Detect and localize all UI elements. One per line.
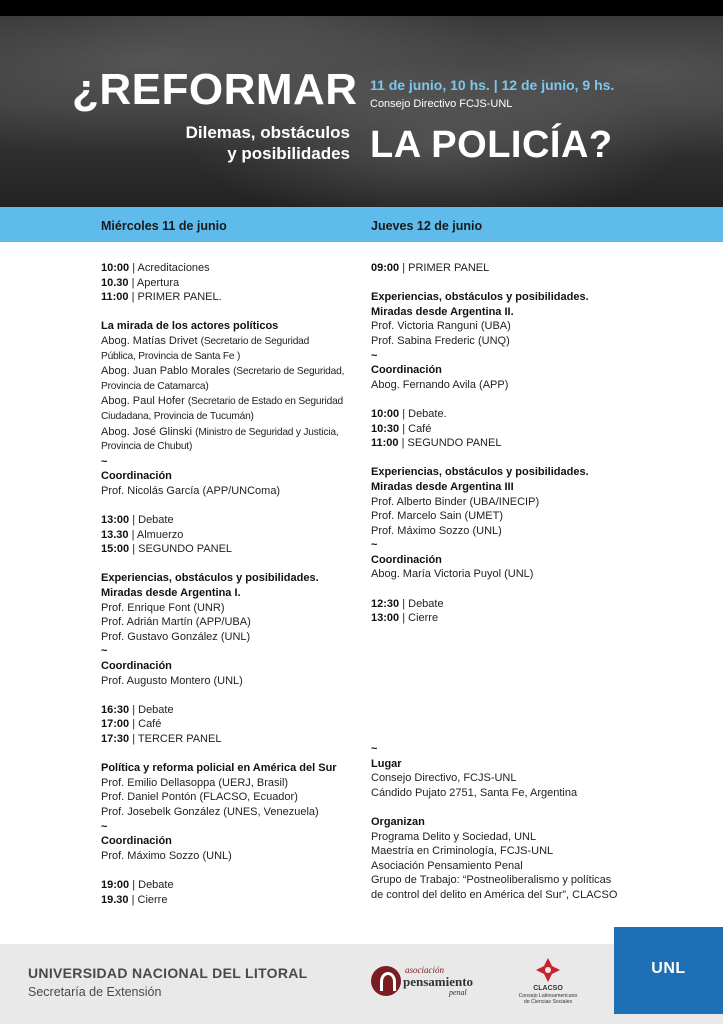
time: 10:00 — [101, 262, 130, 274]
activity: Debate — [408, 597, 444, 610]
activity: Apertura — [136, 276, 180, 289]
time: 13.30 — [101, 528, 129, 541]
separator: | — [402, 262, 406, 274]
clacso-name: CLACSO — [533, 985, 563, 992]
separator: | — [402, 422, 406, 435]
panelist-role: (Secretario de Seguridad, — [233, 366, 345, 378]
schedule-item — [101, 261, 361, 276]
department-name: Secretaría de Extensión — [28, 985, 162, 999]
schedule-item — [101, 528, 361, 543]
activity: Acreditaciones — [137, 262, 210, 274]
time: 10:30 — [371, 422, 400, 435]
coordination-label: Coordinación — [101, 835, 172, 848]
activity: SEGUNDO PANEL — [138, 543, 233, 556]
coordination-label: Coordinación — [101, 470, 172, 483]
schedule-item — [101, 290, 361, 305]
schedule-item — [101, 717, 361, 732]
panelist-role-cont: Provincia de Chubut) — [101, 441, 193, 453]
subtitle — [150, 122, 350, 164]
title-policia: LA POLICÍA? — [370, 124, 613, 166]
time: 11:00 — [101, 291, 129, 304]
panelist-role: (Secretario de Estado en Seguridad — [187, 396, 344, 408]
panelist-name: Abog. Matías Drivet — [101, 334, 198, 347]
panel-title: Experiencias, obstáculos y posibilidades. — [371, 291, 589, 304]
schedule-item — [101, 542, 361, 557]
separator: | — [132, 262, 136, 274]
separator: | — [131, 893, 135, 906]
time: 16:30 — [101, 703, 130, 716]
schedule-item — [371, 422, 671, 437]
panel-title: Experiencias, obstáculos y posibilidades. — [101, 572, 319, 585]
panelist — [101, 394, 361, 410]
panelist: Prof. Sabina Frederic (UNQ) — [371, 334, 510, 347]
day-1-heading: Miércoles 11 de junio — [101, 219, 227, 233]
time: 09:00 — [371, 262, 400, 274]
panelist: Prof. Emilio Dellasoppa (UERJ, Brasil) — [101, 776, 289, 789]
activity: Debate — [138, 703, 174, 716]
activity: Debate. — [408, 407, 447, 420]
panelist: Prof. Gustavo González (UNL) — [101, 630, 251, 643]
panel-title: Experiencias, obstáculos y posibilidades. — [371, 466, 589, 479]
panel-title: Política y reforma policial en América del Sur — [101, 762, 337, 775]
event-venue: Consejo Directivo FCJS-UNL — [370, 98, 513, 110]
title-reformar: ¿REFORMAR — [72, 65, 358, 114]
day-1-schedule — [101, 261, 361, 907]
separator: | — [131, 528, 135, 541]
schedule-item — [371, 597, 671, 612]
panelist — [101, 334, 361, 350]
panelist: Prof. Adrián Martín (APP/UBA) — [101, 616, 251, 629]
subtitle-line-1: Dilemas, obstáculos — [185, 123, 350, 142]
panel-title: La mirada de los actores políticos — [101, 320, 279, 333]
activity: Debate — [138, 514, 174, 527]
panelist-role: (Secretario de Seguridad — [200, 335, 310, 347]
header-banner — [0, 0, 723, 207]
schedule-item — [371, 436, 671, 451]
panel-title: Miradas desde Argentina I. — [101, 587, 241, 600]
panelist-role-cont: Provincia de Catamarca) — [101, 380, 209, 392]
venue-line: Consejo Directivo, FCJS-UNL — [371, 772, 517, 785]
venue-address: Cándido Pujato 2751, Santa Fe, Argentina — [371, 786, 578, 799]
activity: Almuerzo — [136, 528, 184, 541]
subtitle-line-2: y posibilidades — [227, 144, 350, 163]
top-black-bar — [0, 0, 723, 16]
panel-title: Miradas desde Argentina III — [371, 480, 514, 493]
coordinator: Abog. Fernando Avila (APP) — [371, 378, 509, 391]
schedule-item — [101, 893, 361, 908]
tilde-divider: ~ — [371, 743, 378, 755]
time: 17:30 — [101, 733, 130, 745]
activity: PRIMER PANEL — [408, 262, 490, 274]
schedule-item — [101, 513, 361, 528]
coordinator: Abog. María Victoria Puyol (UNL) — [371, 568, 534, 581]
separator: | — [401, 437, 405, 450]
separator: | — [402, 407, 406, 420]
separator: | — [132, 543, 136, 556]
separator: | — [132, 878, 136, 891]
pensamiento-penal-logo — [371, 965, 481, 999]
separator: | — [131, 291, 135, 304]
clacso-logo — [508, 956, 588, 1012]
panelist: Prof. Enrique Font (UNR) — [101, 601, 225, 614]
panelist: Prof. Daniel Pontón (FLACSO, Ecuador) — [101, 791, 298, 804]
event-info — [371, 742, 671, 903]
venue-label: Lugar — [371, 757, 402, 770]
panelist-name: Abog. Juan Pablo Morales — [101, 365, 231, 378]
unl-logo-text: UNL — [651, 960, 686, 977]
schedule-item — [371, 261, 671, 276]
separator: | — [402, 597, 406, 610]
time: 15:00 — [101, 543, 130, 556]
schedule-item — [101, 703, 361, 718]
panelist: Prof. Josebelk González (UNES, Venezuela) — [101, 805, 319, 818]
activity: SEGUNDO PANEL — [407, 437, 502, 450]
panel-title: Miradas desde Argentina II. — [371, 305, 514, 318]
activity: Cierre — [137, 893, 168, 906]
organizers-label: Organizan — [371, 815, 425, 828]
time: 13:00 — [101, 514, 130, 527]
organizer: Maestría en Criminología, FCJS-UNL — [371, 845, 554, 858]
coordinator: Prof. Augusto Montero (UNL) — [101, 674, 243, 687]
coordination-label: Coordinación — [371, 553, 442, 566]
panelist-name: Abog. Paul Hofer — [101, 395, 185, 408]
panelist-name: Abog. José Glinski — [101, 425, 193, 438]
clacso-full-name-1: Consejo Latinoamericano — [518, 993, 578, 999]
coordinator: Prof. Máximo Sozzo (UNL) — [101, 849, 232, 862]
separator: | — [132, 514, 136, 527]
clacso-emblem-icon — [534, 956, 562, 984]
time: 13:00 — [371, 612, 400, 625]
app-logo-main: pensamiento — [403, 974, 474, 989]
activity: Debate — [138, 878, 174, 891]
panelist-role-cont: Pública, Provincia de Santa Fe ) — [101, 350, 241, 362]
activity: Café — [408, 422, 432, 435]
separator: | — [402, 612, 406, 625]
schedule-item — [371, 407, 671, 422]
organizer: de control del delito en América del Sur”, CLACSO — [371, 888, 618, 901]
organizer: Grupo de Trabajo: “Postneoliberalismo y políticas — [371, 874, 612, 887]
panelist: Prof. Alberto Binder (UBA/INECIP) — [371, 495, 540, 508]
time: 19.30 — [101, 893, 129, 906]
panelist: Prof. Marcelo Sain (UMET) — [371, 510, 504, 523]
tilde-divider: ~ — [101, 645, 108, 658]
activity: Café — [138, 718, 162, 731]
time: 10:00 — [371, 407, 400, 420]
panelist-role-cont: Ciudadana, Provincia de Tucumán) — [101, 410, 254, 422]
time: 12:30 — [371, 597, 400, 610]
day-2-schedule — [371, 261, 671, 626]
time: 17:00 — [101, 718, 130, 731]
activity: TERCER PANEL — [137, 733, 222, 745]
tilde-divider: ~ — [101, 820, 108, 833]
coordination-label: Coordinación — [371, 364, 442, 377]
activity: PRIMER PANEL. — [137, 291, 222, 304]
panelist — [101, 425, 361, 441]
coordinator: Prof. Nicolás García (APP/UNComa) — [101, 484, 281, 497]
app-logo-bottom: penal — [449, 988, 467, 997]
app-logo-top: asociación — [405, 965, 444, 975]
event-dates: 11 de junio, 10 hs. | 12 de junio, 9 hs. — [370, 77, 615, 93]
organizer: Programa Delito y Sociedad, UNL — [371, 830, 537, 843]
separator: | — [132, 703, 136, 716]
unl-logo — [614, 927, 723, 1014]
tilde-divider: ~ — [371, 349, 378, 362]
panelist: Prof. Máximo Sozzo (UNL) — [371, 524, 502, 537]
separator: | — [132, 733, 136, 745]
activity: Cierre — [408, 612, 439, 625]
time: 19:00 — [101, 878, 130, 891]
tilde-divider: ~ — [371, 539, 378, 552]
coordination-label: Coordinación — [101, 660, 172, 673]
panelist: Prof. Victoria Ranguni (UBA) — [371, 320, 511, 333]
university-name: UNIVERSIDAD NACIONAL DEL LITORAL — [28, 965, 308, 981]
schedule-item — [101, 276, 361, 291]
separator: | — [132, 718, 136, 731]
time: 10.30 — [101, 276, 129, 289]
schedule-item — [101, 878, 361, 893]
tilde-divider: ~ — [101, 455, 108, 468]
panelist — [101, 364, 361, 380]
clacso-full-name-2: de Ciencias Sociales — [523, 999, 573, 1005]
schedule-item — [101, 732, 361, 747]
schedule-item — [371, 611, 671, 626]
panelist-role: (Ministro de Seguridad y Justicia, — [195, 426, 339, 438]
organizer: Asociación Pensamiento Penal — [371, 859, 523, 872]
app-emblem-icon — [371, 966, 401, 996]
day-2-heading: Jueves 12 de junio — [371, 219, 483, 233]
separator: | — [131, 276, 135, 289]
time: 11:00 — [371, 437, 399, 450]
